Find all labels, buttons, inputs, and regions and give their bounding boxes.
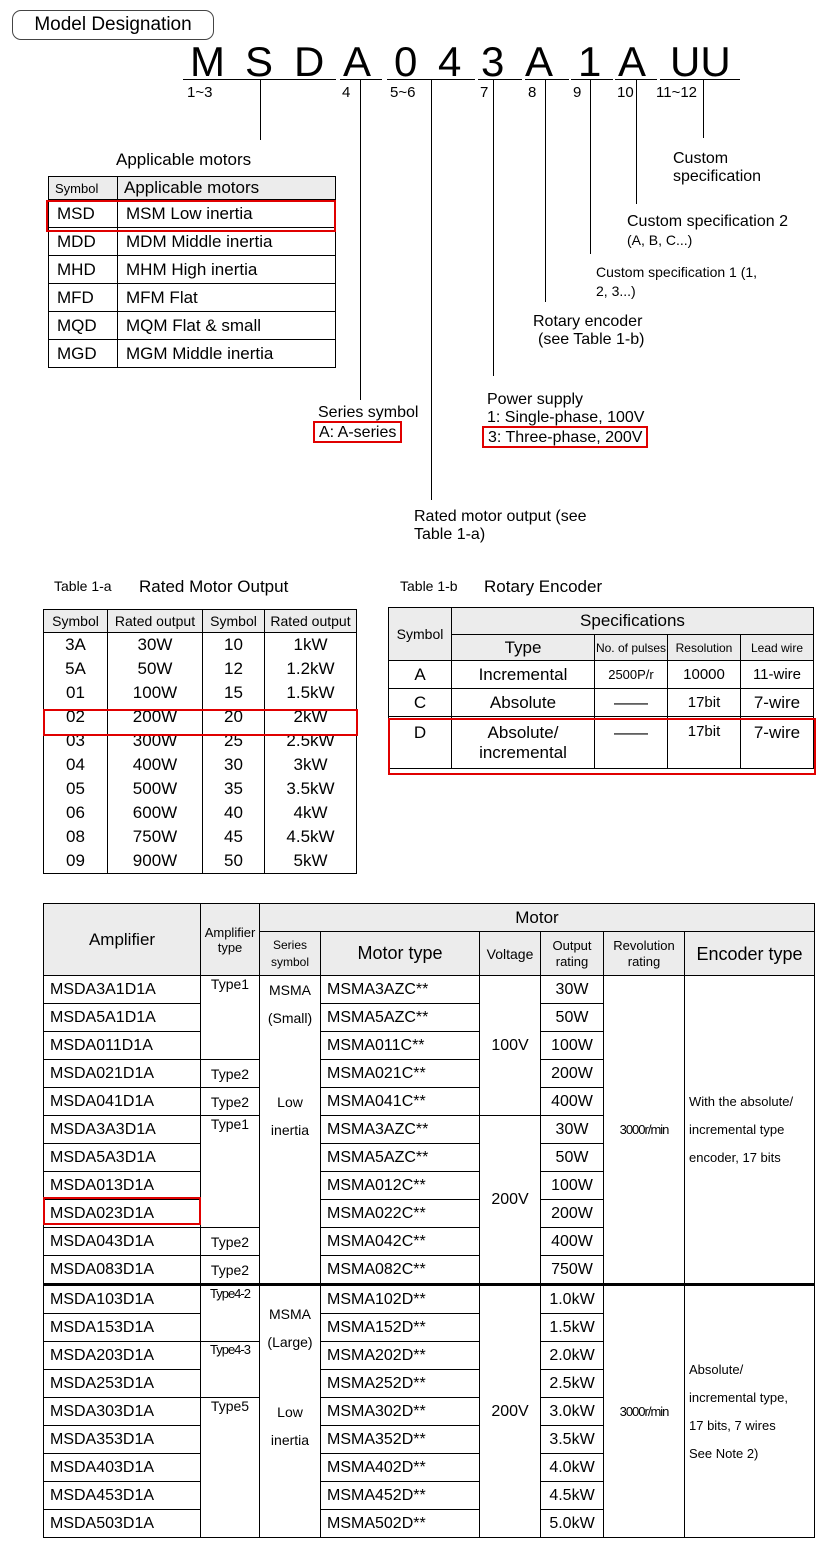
- code-char: A: [618, 38, 647, 85]
- custom-spec2-values: (A, B, C...): [627, 232, 693, 248]
- table-row: MSDA403D1A MSMA402D** 4.0kW: [44, 1454, 815, 1482]
- table-row: 3A 30W 10 1kW: [44, 633, 357, 658]
- table-row: MSDA043D1A Type2 MSMA042C** 400W: [44, 1228, 815, 1256]
- table-row: MSDA453D1A MSMA452D** 4.5kW: [44, 1482, 815, 1510]
- position-label: 11~12: [656, 84, 698, 101]
- table-row: MSDA153D1A MSMA152D** 1.5kW: [44, 1314, 815, 1342]
- position-label: 7: [480, 84, 489, 101]
- table-row: MQD MQM Flat & small: [49, 312, 336, 340]
- code-char: UU: [670, 38, 731, 85]
- applicable-motors-title: Applicable motors: [116, 150, 252, 169]
- position-label: 5~6: [390, 84, 416, 101]
- code-char: S: [245, 38, 274, 85]
- table-row: MFD MFM Flat: [49, 284, 336, 312]
- table-row: MSD MSM Low inertia: [49, 200, 336, 228]
- code-char: M: [190, 38, 225, 85]
- position-label: 1~3: [187, 84, 213, 101]
- table-row: MSDA503D1A MSMA502D** 5.0kW: [44, 1510, 815, 1538]
- code-char: A: [525, 38, 554, 85]
- table-row: 03 300W 25 2.5kW: [44, 729, 357, 753]
- rotary-encoder-ref: (see Table 1-b): [538, 331, 645, 348]
- table-1a-tag: Table 1-a: [54, 578, 112, 594]
- table-1b-title: Rotary Encoder: [484, 577, 603, 596]
- rotary-encoder-label: Rotary encoder: [533, 313, 643, 330]
- table-row: MGD MGM Middle inertia: [49, 340, 336, 368]
- series-symbol-label: Series symbol: [318, 404, 419, 421]
- table-row: MSDA021D1A Type2 Low inertia MSMA021C** 200W: [44, 1060, 815, 1088]
- custom-spec1-values: 2, 3...): [596, 283, 636, 299]
- power-option-3: 3: Three-phase, 200V: [482, 426, 648, 448]
- col-header: Applicable motors: [118, 177, 336, 200]
- table-row: MSDA023D1A MSMA022C** 200W: [44, 1200, 815, 1228]
- rated-output-ref: Table 1-a): [414, 526, 486, 543]
- position-label: 4: [342, 84, 351, 101]
- table-row: MDD MDM Middle inertia: [49, 228, 336, 256]
- table-row: MSDA013D1A MSMA012C** 100W: [44, 1172, 815, 1200]
- code-char: 1: [578, 38, 602, 85]
- highlight-box: [43, 1197, 201, 1225]
- table-row: MSDA353D1A MSMA352D** 3.5kW: [44, 1426, 815, 1454]
- highlight-box: [388, 718, 816, 775]
- highlight-box: [43, 709, 358, 736]
- table-row: 04 400W 30 3kW: [44, 753, 357, 777]
- position-label: 8: [528, 84, 537, 101]
- table-row: MSDA303D1A Type5 MSMA302D** 3.0kW: [44, 1398, 815, 1426]
- custom-spec-label: Custom specification: [673, 150, 762, 185]
- code-char: 3: [481, 38, 505, 85]
- amplifier-motor-table: Amplifier Amplifier type Motor Series symbol Motor type Voltage Output rating Revolution rating Encoder type MSDA3A1D1A Type1 MSMA (Small) MSMA3AZC** 100V 30W 3000r/min With the absolute/ incremental type encoder, 17 bits MSDA5A1D1A MSMA5AZC** 50W MSDA011D1A MSMA011C** 100W MSDA021D1A Type2 Low inertia MSMA021C** 200W MSDA041D1A Type2 MSMA041C** 400W MSDA3A3D1A Type1 MSMA3AZC** 200V 30W MSDA5A3D1A MSMA5AZC** 50W MSDA013D1A MSMA012C** 100W MSDA023D1A MSMA022C** 200W MSDA043D1A Type2 MSMA042C** 400W MSDA083D1A Type2 MSMA082C** 750W MSDA103D1A Type4-2 MSMA (Large) MSMA102D** 200V 1.0kW 3000r/min Absolute/ incremental type, 17 bits, 7 wires See Note 2) MSDA153D1A MSMA152D** 1.5kW MSDA203D1A Type4-3 MSMA202D** 2.0kW MSDA253D1A Low inertia MSMA252D** 2.5kW MSDA303D1A Type5 MSMA302D** 3.0kW MSDA353D1A MSMA352D** 3.5kW MSDA403D1A MSMA402D** 4.0kW MSDA453D1A MSMA452D** 4.5kW MSDA503D1A MSMA502D** 5.0kW: [43, 903, 815, 1538]
- table-row: MSDA083D1A Type2 MSMA082C** 750W: [44, 1256, 815, 1285]
- position-label: 9: [573, 84, 582, 101]
- page-title: Model Designation: [12, 10, 214, 40]
- code-char: A: [343, 38, 372, 85]
- table-row: 05 500W 35 3.5kW: [44, 777, 357, 801]
- rated-output-table: Symbol Rated output Symbol Rated output 3A 30W 10 1kW 5A 50W 12 1.2kW 01 100W 15 1.5kW 02 200W 20 2kW 03 300W 25 2.5kW 04 400W 30 3kW 05 500W 35 3.5kW 06 600W 40 4kW 08 750W 45 4.5kW 09 900W 50 5kW: [43, 609, 357, 874]
- col-header: Symbol: [49, 177, 118, 200]
- highlight-box: [46, 200, 336, 232]
- table-row: MSDA3A3D1A Type1 MSMA3AZC** 200V 30W: [44, 1116, 815, 1144]
- series-a-option: A: A-series: [313, 421, 402, 443]
- table-row: 01 100W 15 1.5kW: [44, 681, 357, 705]
- custom-spec2-label: Custom specification 2: [627, 213, 788, 230]
- code-char: D: [294, 38, 325, 85]
- table-1a-title: Rated Motor Output: [139, 577, 289, 596]
- table-row: C Absolute —— 17bit 7-wire: [389, 689, 814, 717]
- code-char: 4: [438, 38, 462, 85]
- table-row: MSDA041D1A Type2 MSMA041C** 400W: [44, 1088, 815, 1116]
- power-option-1: 1: Single-phase, 100V: [487, 409, 645, 426]
- table-row: MSDA3A1D1A Type1 MSMA (Small) MSMA3AZC** 100V 30W 3000r/min With the absolute/ incremental type encoder, 17 bits: [44, 976, 815, 1004]
- custom-spec1-label: Custom specification 1 (1,: [596, 264, 758, 280]
- table-row: 06 600W 40 4kW: [44, 801, 357, 825]
- table-row: MSDA203D1A Type4-3 MSMA202D** 2.0kW: [44, 1342, 815, 1370]
- table-row: 5A 50W 12 1.2kW: [44, 657, 357, 681]
- table-row: MSDA253D1A Low inertia MSMA252D** 2.5kW: [44, 1370, 815, 1398]
- rotary-encoder-table: Symbol Specifications Type No. of pulses Resolution Lead wire A Incremental 2500P/r 10000 11-wire C Absolute —— 17bit 7-wire D Absolute/ incremental —— 17bit 7-wire: [388, 607, 814, 769]
- table-row: A Incremental 2500P/r 10000 11-wire: [389, 661, 814, 689]
- rated-output-label: Rated motor output (see: [414, 508, 587, 525]
- table-row: MSDA5A1D1A MSMA5AZC** 50W: [44, 1004, 815, 1032]
- position-label: 10: [617, 84, 634, 101]
- table-row: 02 200W 20 2kW: [44, 705, 357, 729]
- table-row: 08 750W 45 4.5kW: [44, 825, 357, 849]
- table-row: MSDA011D1A MSMA011C** 100W: [44, 1032, 815, 1060]
- table-row: 09 900W 50 5kW: [44, 849, 357, 874]
- power-supply-label: Power supply: [487, 391, 584, 408]
- table-row: MHD MHM High inertia: [49, 256, 336, 284]
- table-row: MSDA103D1A Type4-2 MSMA (Large) MSMA102D** 200V 1.0kW 3000r/min Absolute/ incremental type, 17 bits, 7 wires See Note 2): [44, 1285, 815, 1314]
- table-row: MSDA5A3D1A MSMA5AZC** 50W: [44, 1144, 815, 1172]
- table-row: D Absolute/ incremental —— 17bit 7-wire: [389, 717, 814, 769]
- code-char: 0: [394, 38, 418, 85]
- table-1b-tag: Table 1-b: [400, 578, 458, 594]
